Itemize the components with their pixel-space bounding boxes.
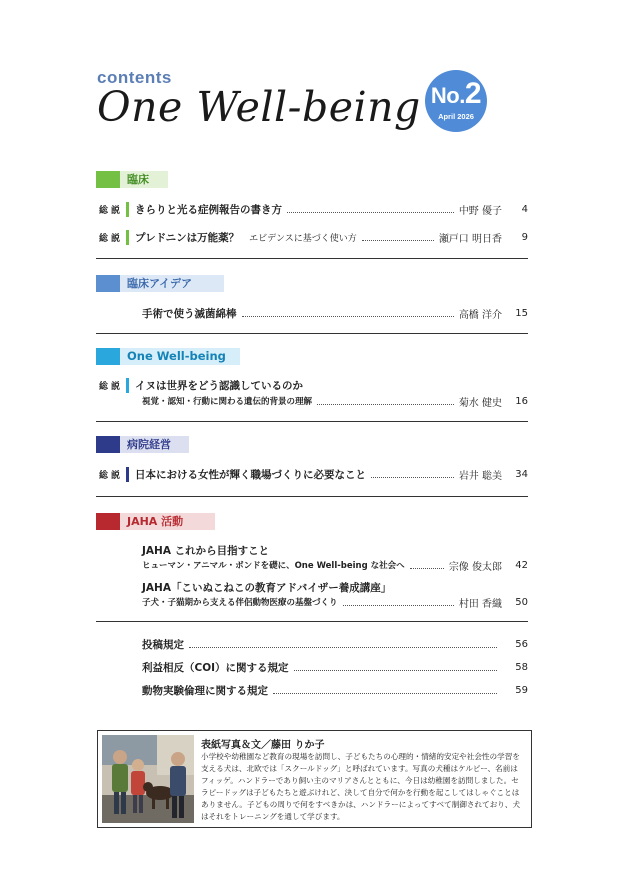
toc-entry-subline-row[interactable] — [142, 393, 528, 409]
entry-title: きらりと光る症例報告の書き方 — [135, 203, 282, 216]
entry-subline: ヒューマン・アニマル・ボンドを礎に、One Well-being な社会へ — [142, 561, 405, 571]
entry-title: JAHA「こいぬこねこの教育アドバイザー養成講座」 — [142, 581, 392, 594]
section-color-block — [96, 171, 120, 188]
entry-page: 4 — [521, 203, 528, 215]
entry-tag: 総説 — [98, 381, 123, 392]
toc-entry[interactable] — [96, 305, 528, 321]
toc-entry-subline-row[interactable] — [142, 594, 528, 610]
dot-leader — [371, 477, 454, 478]
entry-page: 34 — [515, 468, 528, 480]
entry-tag: 総説 — [98, 233, 123, 244]
dot-leader — [317, 404, 454, 405]
entry-subline: 視覚・認知・行動に関わる遺伝的背景の理解 — [142, 397, 313, 407]
cover-photo-image — [102, 735, 194, 823]
entry-title — [135, 230, 357, 245]
toc-entry[interactable] — [96, 201, 528, 217]
section-color-block — [96, 348, 120, 365]
contents-label: contents — [97, 68, 172, 87]
dot-leader — [242, 316, 454, 317]
entry-subtitle: エビデンスに基づく使い方 — [249, 233, 357, 244]
entry-title: 動物実験倫理に関する規定 — [142, 684, 268, 697]
issue-date: April 2026 — [438, 112, 474, 121]
entry-tag: 総説 — [98, 205, 123, 216]
tag-bar — [126, 230, 129, 245]
toc-entry[interactable] — [96, 377, 528, 393]
entry-page: 15 — [515, 307, 528, 319]
section-color-block — [96, 436, 120, 453]
entry-author: 中野 優子 — [458, 205, 502, 217]
section-header-jaha-activity — [96, 513, 215, 530]
entry-page: 56 — [515, 638, 528, 650]
issue-number: No.2 — [430, 77, 482, 110]
tag-bar — [126, 378, 129, 393]
section-divider — [96, 621, 528, 622]
entry-title-main: プレドニンは万能薬？ — [135, 231, 240, 244]
section-divider — [96, 421, 528, 422]
dot-leader — [410, 568, 444, 569]
toc-entry[interactable] — [96, 579, 528, 595]
tag-bar — [126, 467, 129, 482]
section-label: One Well-being — [120, 348, 240, 365]
entry-tag: 総説 — [98, 470, 123, 481]
toc-entry-subline-row[interactable] — [142, 557, 528, 573]
entry-page: 16 — [515, 395, 528, 407]
entry-title: 日本における女性が輝く職場づくりに必要なこと — [135, 468, 366, 481]
entry-author: 高橋 洋介 — [458, 309, 502, 321]
cover-credit-heading: 表紙写真＆文／藤田 りか子 — [201, 740, 325, 751]
section-header-one-well-being — [96, 348, 240, 365]
issue-badge — [425, 70, 487, 132]
section-header-hospital-management — [96, 436, 189, 453]
section-color-block — [96, 513, 120, 530]
section-divider — [96, 496, 528, 497]
entry-author: 菊水 健史 — [458, 397, 502, 409]
entry-title: 投稿規定 — [142, 638, 184, 651]
section-header-clinical — [96, 171, 168, 188]
section-label: 病院経営 — [120, 436, 189, 453]
section-label: 臨床 — [120, 171, 168, 188]
entry-page: 50 — [515, 596, 528, 608]
toc-entry[interactable] — [96, 466, 528, 482]
toc-entry[interactable] — [96, 636, 528, 652]
dot-leader — [294, 670, 497, 671]
entry-title: 利益相反（COI）に関する規定 — [142, 661, 289, 674]
dot-leader — [287, 212, 454, 213]
section-header-clinical-idea — [96, 275, 224, 292]
toc-entry[interactable] — [96, 682, 528, 698]
entry-author: 岩井 聡美 — [458, 470, 502, 482]
cover-description: 小学校や幼稚園など教育の現場を訪問し、子どもたちの心理的・情緒的安定や社会性の学習を支える犬は、北欧では「スクールドッグ」と呼ばれています。写真の犬種はケルピー、名前はフィッゲ。ハンドラーであり飼い主のマリアさんとともに、今日は幼稚園を訪問しました。セラピードッグは子どもたちと遊ぶけれど、決して自分で何かを行動を起こしてはしゃぐことはありません。子どもの周りで何をすべきかは、ハンドラーによってすべて制御されており、犬はそれをトレーニングを通して学びます。 — [201, 752, 521, 821]
toc-entry[interactable] — [96, 229, 528, 245]
entry-page: 58 — [515, 661, 528, 673]
entry-title: 手術で使う滅菌綿棒 — [142, 307, 237, 320]
entry-author: 瀬戸口 明日香 — [438, 233, 502, 245]
dot-leader — [362, 240, 434, 241]
entry-subline: 子犬・子猫期から支える伴侶動物医療の基盤づくり — [142, 598, 338, 608]
entry-title: イヌは世界をどう認識しているのか — [135, 379, 303, 392]
dot-leader — [189, 647, 497, 648]
entry-page: 42 — [515, 559, 528, 571]
dot-leader — [273, 693, 497, 694]
entry-title: JAHA これから目指すこと — [142, 544, 270, 557]
section-label: JAHA 活動 — [120, 513, 215, 530]
tag-bar — [126, 202, 129, 217]
entry-author: 宗像 俊太郎 — [448, 561, 502, 573]
section-divider — [96, 333, 528, 334]
toc-entry[interactable] — [96, 542, 528, 558]
entry-author: 村田 香織 — [458, 598, 502, 610]
section-label: 臨床アイデア — [120, 275, 224, 292]
magazine-title: One Well-being — [97, 83, 421, 131]
cover-photo-box — [97, 730, 532, 828]
section-color-block — [96, 275, 120, 292]
entry-page: 59 — [515, 684, 528, 696]
dot-leader — [343, 605, 454, 606]
section-divider — [96, 258, 528, 259]
entry-page: 9 — [521, 231, 528, 243]
toc-entry[interactable] — [96, 659, 528, 675]
cover-photo-thumbnail[interactable] — [102, 735, 194, 823]
